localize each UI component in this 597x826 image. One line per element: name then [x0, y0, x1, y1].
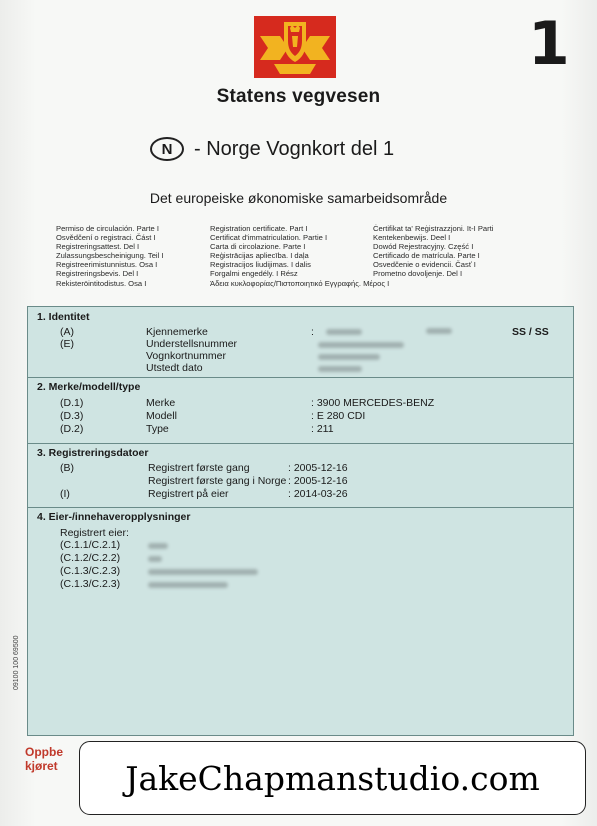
field-code: (D.3)	[60, 410, 84, 422]
owner-subtitle: Registrert eier:	[60, 527, 129, 539]
redacted-value	[148, 569, 258, 575]
field-value: : 211	[311, 423, 334, 435]
translation-line: Forgalmi engedély. I Rész	[210, 269, 298, 279]
translation-line: Zulassungsbescheinigung. Teil I	[56, 251, 164, 261]
redacted-value	[326, 329, 362, 335]
field-code: (D.2)	[60, 423, 84, 435]
field-value: : E 280 CDI	[311, 410, 366, 422]
stamp-line: Oppbe	[25, 745, 63, 759]
field-label: Registrert første gang	[148, 462, 250, 474]
translation-line: Carta di circolazione. Parte I	[210, 242, 306, 252]
field-code: (B)	[60, 462, 74, 474]
country-code-badge: N	[150, 137, 184, 161]
field-value: : 2005-12-16	[288, 475, 348, 487]
field-value: : 2014-03-26	[288, 488, 348, 500]
watermark-banner: JakeChapmanstudio.com	[79, 741, 586, 815]
translation-line: Registreringsattest. Del I	[56, 242, 140, 252]
translations-column-2	[210, 224, 389, 288]
translation-line: Dowód Rejestracyjny. Część I	[373, 242, 474, 252]
field-code: (E)	[60, 338, 74, 350]
field-code: (C.1.2/C.2.2)	[60, 552, 121, 564]
field-code: (A)	[60, 326, 74, 338]
document-title: - Norge Vognkort del 1	[194, 137, 395, 160]
translation-line: Registreerimistunnistus. Osa I	[56, 260, 158, 270]
translation-line: Permiso de circulación. Parte I	[56, 224, 159, 233]
document-number: 1	[528, 9, 570, 79]
section-owner	[28, 507, 573, 733]
section-title: 1. Identitet	[37, 311, 90, 323]
field-label: Merke	[146, 397, 176, 409]
field-label: Utstedt dato	[146, 362, 203, 374]
redacted-value	[318, 342, 404, 348]
field-label: Registrert første gang i Norge	[148, 475, 287, 487]
redacted-value	[148, 582, 228, 588]
translation-line: Ċertifikat ta' Reġistrazzjoni. It-I Parti	[373, 224, 494, 233]
translation-line: Certificado de matrícula. Parte I	[373, 251, 480, 261]
field-code: (C.1.3/C.2.3)	[60, 578, 121, 590]
section-title: 2. Merke/modell/type	[37, 381, 141, 393]
translation-line: Kentekenbewijs. Deel I	[373, 233, 451, 243]
section-make-model	[28, 377, 573, 444]
footer-stamp-text	[25, 745, 63, 773]
field-code: (C.1.1/C.2.1)	[60, 539, 121, 551]
translation-line: Osvedčenie o evidencii. Časť I	[373, 260, 476, 270]
translation-line: Registration certificate. Part I	[210, 224, 308, 233]
field-label: Kjennemerke	[146, 326, 208, 338]
translations-column-1	[56, 224, 164, 288]
redacted-value	[426, 328, 452, 334]
field-value: : 3900 MERCEDES-BENZ	[311, 397, 435, 409]
plate-code: SS / SS	[512, 326, 549, 338]
section-title: 3. Registreringsdatoer	[37, 447, 149, 459]
field-code: (D.1)	[60, 397, 84, 409]
translation-line: Reģistrācijas apliecība. I daļa	[210, 251, 309, 261]
field-label: Understellsnummer	[146, 338, 238, 350]
field-label: Modell	[146, 410, 177, 422]
redacted-value	[148, 543, 168, 549]
field-value: : 2005-12-16	[288, 462, 348, 474]
section-identity	[28, 307, 573, 378]
field-code: (I)	[60, 488, 70, 500]
translation-line: Prometno dovoljenje. Del I	[373, 269, 463, 279]
field-code: (C.1.3/C.2.3)	[60, 565, 121, 577]
translation-line: Osvědčení o registraci. Část I	[56, 233, 156, 243]
field-label: Registrert på eier	[148, 488, 229, 500]
translations-column-3	[373, 224, 493, 279]
field-separator: :	[311, 326, 314, 338]
translation-line: Άδεια κυκλοφορίας/Πιστοποιητικό Εγγραφής. Μέρος Ι	[210, 278, 390, 288]
registration-form	[27, 306, 574, 736]
section-registration-dates	[28, 443, 573, 508]
eea-heading: Det europeiske økonomiske samarbeidsområde	[149, 190, 448, 206]
translation-line: Certificat d'immatriculation. Partie I	[210, 233, 328, 243]
redacted-value	[318, 366, 362, 372]
redacted-value	[318, 354, 380, 360]
coat-of-arms-logo	[254, 16, 336, 78]
translation-line: Registreringsbevis. Del I	[56, 269, 139, 279]
field-label: Type	[146, 423, 169, 435]
agency-name: Statens vegvesen	[216, 86, 381, 107]
serial-number: 09100 100 69500	[13, 635, 20, 690]
section-title: 4. Eier-/innehaveropplysninger	[37, 511, 191, 523]
field-label: Vognkortnummer	[146, 350, 226, 362]
redacted-value	[148, 556, 162, 562]
translation-line: Registracijos liudijimas. I dalis	[210, 260, 311, 270]
document-title-row	[150, 134, 394, 164]
translation-line: Rekisteröintitodistus. Osa I	[56, 278, 147, 288]
stamp-line: kjøret	[25, 759, 58, 773]
